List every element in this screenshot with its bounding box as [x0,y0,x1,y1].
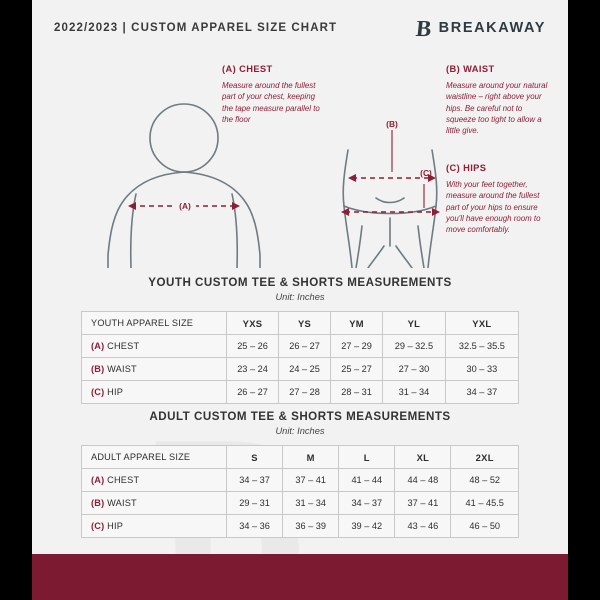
table-cell: 26 – 27 [227,381,279,404]
row-code: (A) [91,341,105,351]
table-cell: 25 – 26 [227,335,279,358]
youth-section [32,276,568,404]
table-cell: 25 – 27 [331,358,383,381]
table-cell: 23 – 24 [227,358,279,381]
chest-marker-label: (A) [179,201,191,211]
column-header: S [227,446,283,469]
table-cell: 27 – 30 [383,358,446,381]
table-cell: 34 – 37 [445,381,518,404]
column-header: YM [331,312,383,335]
caption-chest [222,63,326,125]
row-code: (C) [91,521,105,531]
column-header: YOUTH APPAREL SIZE [82,312,227,335]
caption-waist [446,63,550,136]
table-cell: 41 – 45.5 [451,492,519,515]
table-header-row [82,446,519,469]
row-code: (A) [91,475,105,485]
table-row [82,381,519,404]
table-cell: 48 – 52 [451,469,519,492]
table-cell: 46 – 50 [451,515,519,538]
row-header: (C) HIP [82,515,227,538]
table-cell: 32.5 – 35.5 [445,335,518,358]
column-header: YS [279,312,331,335]
column-header: XL [395,446,451,469]
hips-marker-label: (C) [420,168,432,178]
brand-logo-icon: B [415,15,433,41]
row-header: (A) CHEST [82,469,227,492]
table-cell: 27 – 28 [279,381,331,404]
table-cell: 24 – 25 [279,358,331,381]
table-cell: 41 – 44 [339,469,395,492]
page-title: 2022/2023 | CUSTOM APPAREL SIZE CHART [54,22,338,34]
row-header: (C) HIP [82,381,227,404]
table-cell: 43 – 46 [395,515,451,538]
table-cell: 39 – 42 [339,515,395,538]
row-code: (B) [91,364,105,374]
footer-bar [32,554,568,600]
adult-unit: Unit: Inches [275,426,325,436]
row-header: (B) WAIST [82,358,227,381]
caption-waist-text: Measure around your natural waistline – right above your hips. Be careful not to squeeze too tight to allow a little give. [446,81,548,136]
column-header: YXS [227,312,279,335]
caption-waist-title: (B) WAIST [446,64,495,74]
column-header: ADULT APPAREL SIZE [82,446,227,469]
brand-name: BREAKAWAY [438,20,546,36]
caption-hips-title: (C) HIPS [446,163,487,173]
table-cell: 37 – 41 [395,492,451,515]
youth-size-table [81,311,519,404]
table-row [82,515,519,538]
table-cell: 34 – 37 [227,469,283,492]
table-header-row [82,312,519,335]
table-cell: 29 – 32.5 [383,335,446,358]
column-header: M [283,446,339,469]
column-header: L [339,446,395,469]
column-header: YXL [445,312,518,335]
adult-section [32,410,568,538]
table-cell: 30 – 33 [445,358,518,381]
size-chart-sheet [32,0,568,600]
adult-size-table [81,445,519,538]
row-code: (B) [91,498,105,508]
youth-title: YOUTH CUSTOM TEE & SHORTS MEASUREMENTS [148,276,452,289]
waist-marker-label: (B) [386,119,398,129]
caption-chest-text: Measure around the fullest part of your chest, keeping the tape measure parallel to the floor [222,81,320,124]
table-cell: 28 – 31 [331,381,383,404]
table-cell: 34 – 37 [339,492,395,515]
table-cell: 29 – 31 [227,492,283,515]
column-header: 2XL [451,446,519,469]
row-code: (C) [91,387,105,397]
table-cell: 31 – 34 [283,492,339,515]
table-cell: 44 – 48 [395,469,451,492]
column-header: YL [383,312,446,335]
measurement-diagram [32,50,568,268]
table-cell: 26 – 27 [279,335,331,358]
table-row [82,492,519,515]
table-row [82,335,519,358]
row-header: (B) WAIST [82,492,227,515]
caption-hips [446,162,550,235]
table-cell: 31 – 34 [383,381,446,404]
adult-title: ADULT CUSTOM TEE & SHORTS MEASUREMENTS [149,410,451,423]
table-cell: 27 – 29 [331,335,383,358]
document-header [32,0,568,56]
caption-hips-text: With your feet together, measure around the fullest part of your hips to ensure you'll have enough room to move comfortably. [446,180,541,235]
table-row [82,358,519,381]
table-cell: 34 – 36 [227,515,283,538]
table-row [82,469,519,492]
row-header: (A) CHEST [82,335,227,358]
youth-unit: Unit: Inches [275,292,325,302]
table-cell: 37 – 41 [283,469,339,492]
brand-lockup [416,17,546,40]
caption-chest-title: (A) CHEST [222,64,273,74]
table-cell: 36 – 39 [283,515,339,538]
